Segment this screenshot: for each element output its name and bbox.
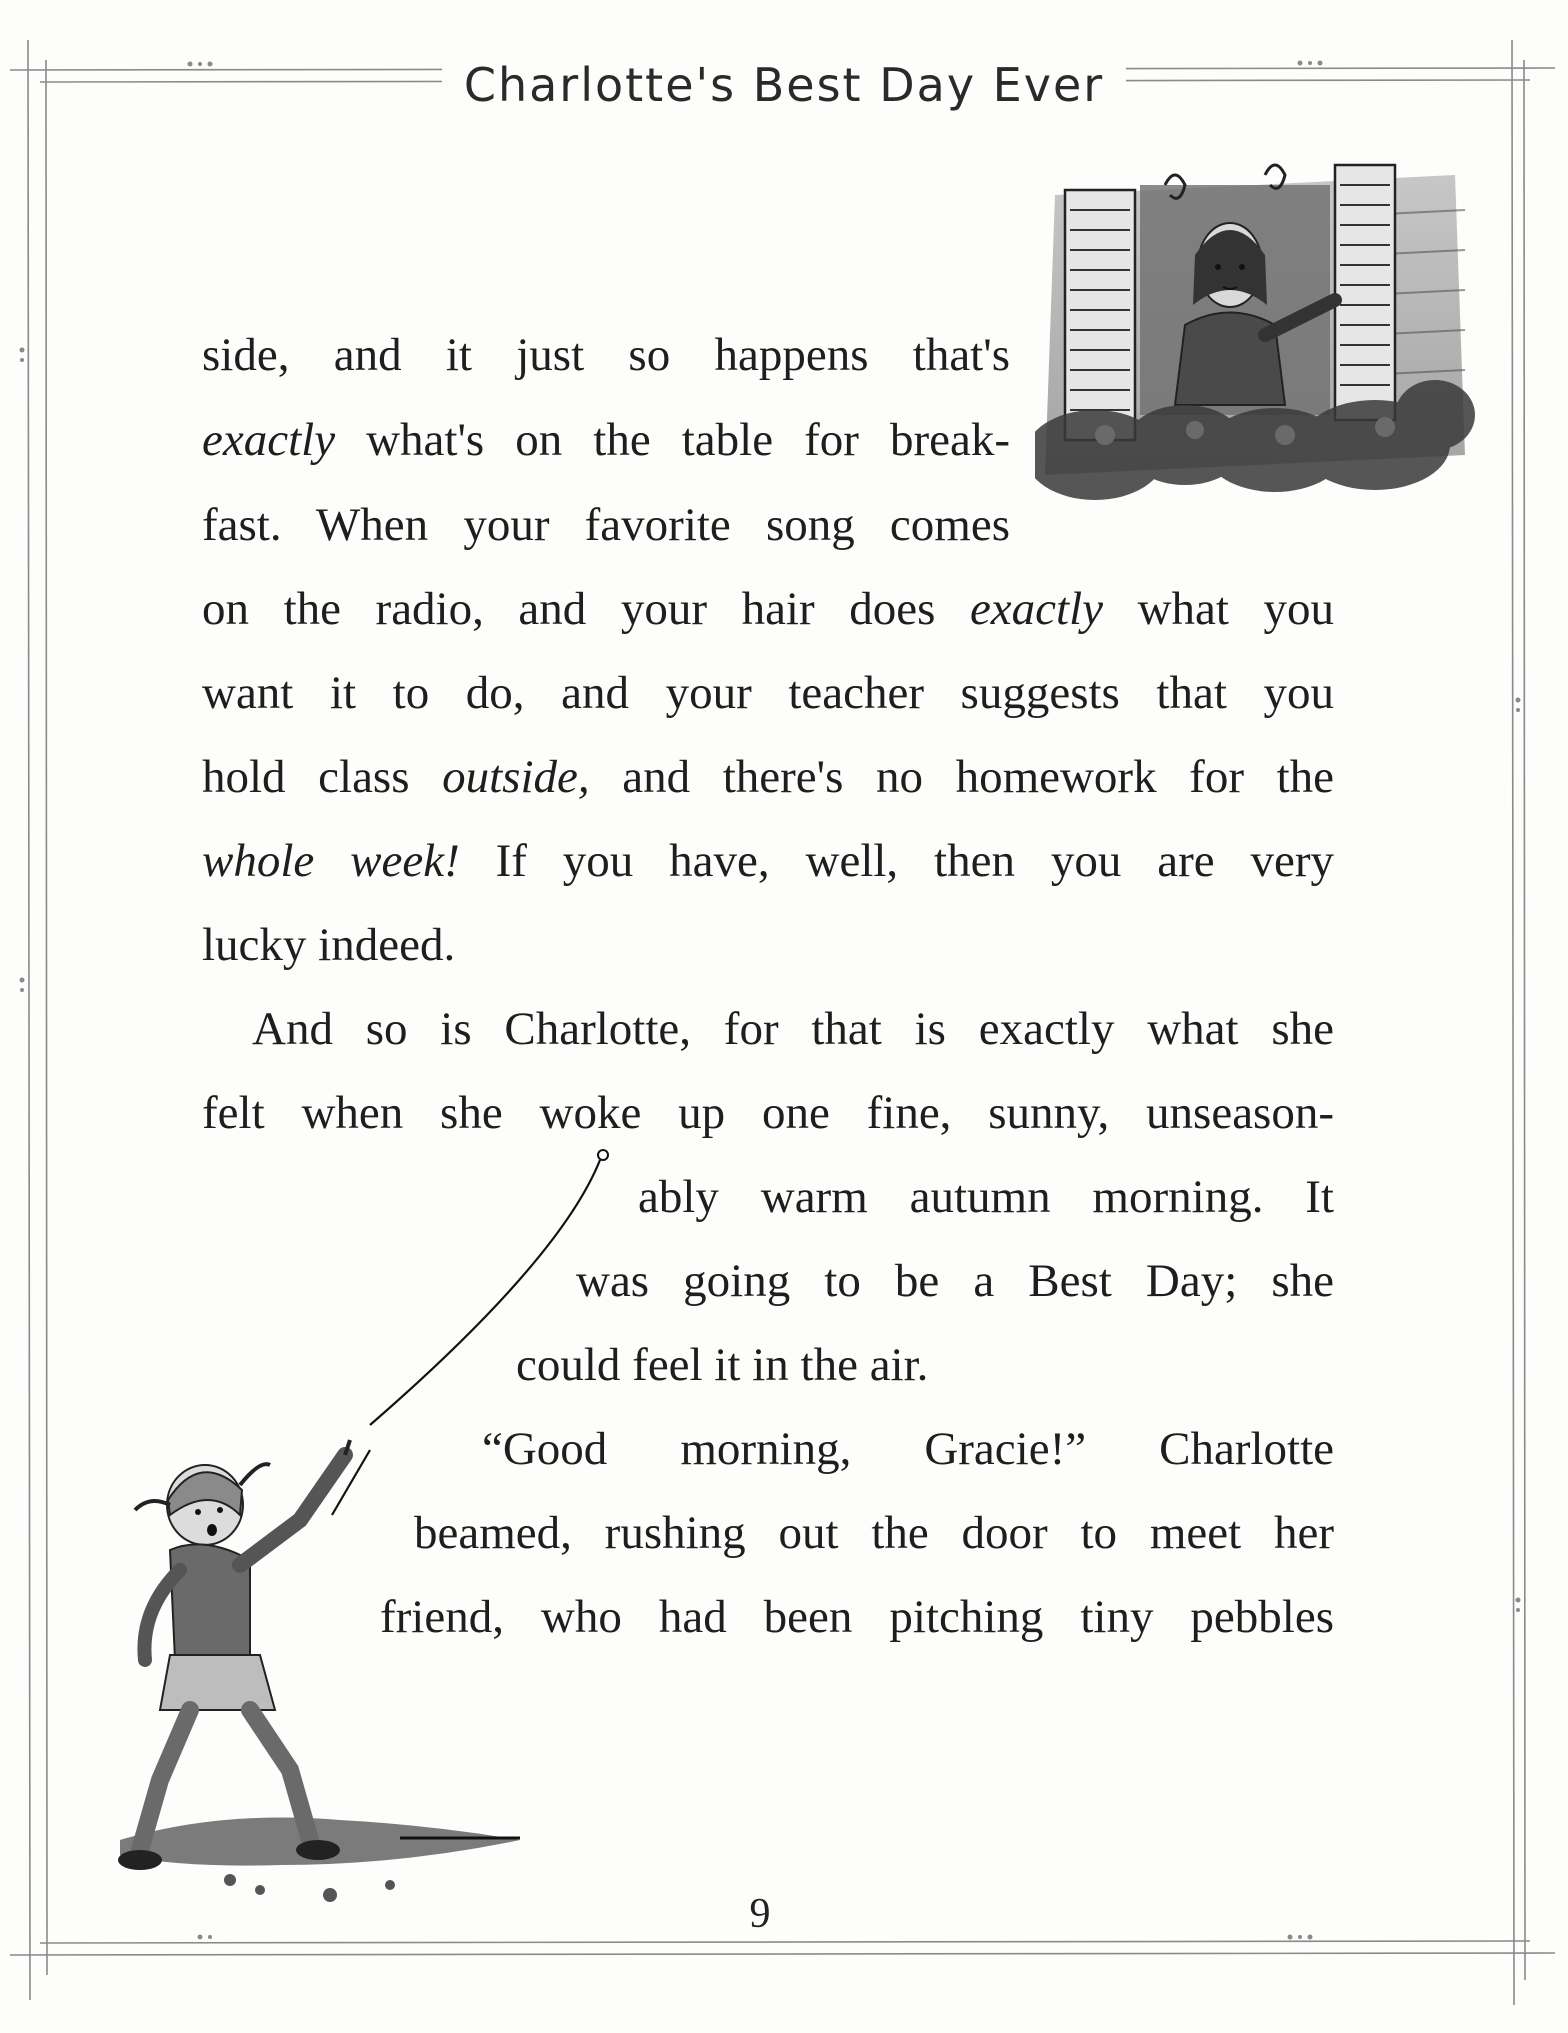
text-segment: beamed, rushing out the door to meet her: [414, 1507, 1334, 1559]
text-segment-italic: whole week!: [202, 835, 460, 887]
text-segment: want it to do, and your teacher suggests that you: [202, 667, 1334, 719]
text-segment: lucky indeed.: [202, 919, 456, 971]
text-line-7: [202, 835, 1334, 887]
text-line-14: [482, 1423, 1334, 1475]
text-line-6: [202, 751, 1334, 803]
text-line-15: [414, 1507, 1334, 1559]
text-segment: hold class: [202, 751, 443, 803]
text-segment: what's on the table for break-: [335, 414, 1010, 466]
text-segment: on the radio, and your hair does: [202, 583, 970, 635]
text-line-1: [202, 329, 1010, 381]
text-line-13: [516, 1339, 929, 1391]
text-segment: “Good morning, Gracie!” Charlotte: [482, 1423, 1334, 1475]
text-segment-italic: exactly: [202, 414, 336, 466]
text-segment-italic: exactly: [969, 583, 1103, 635]
text-line-5: [202, 667, 1334, 719]
text-line-8: [202, 919, 456, 971]
text-segment: what you: [1103, 583, 1334, 635]
text-segment: If you have, well, then you are very: [459, 835, 1334, 887]
text-segment: and there's no homework for the: [589, 751, 1334, 803]
girl-at-window-illustration: [1035, 155, 1475, 540]
text-line-12: [576, 1255, 1334, 1307]
page-number: [0, 1890, 1520, 1938]
text-segment: was going to be a Best Day; she: [576, 1255, 1334, 1307]
text-line-11: [638, 1171, 1334, 1223]
text-segment: ably warm autumn morning. It: [638, 1171, 1334, 1223]
text-segment: could feel it in the air.: [516, 1339, 929, 1391]
text-segment-italic: outside,: [442, 751, 590, 803]
text-line-3: [202, 499, 1010, 551]
page-number-text: 9: [724, 1891, 797, 1937]
text-segment: friend, who had been pitching tiny pebbles: [380, 1591, 1334, 1643]
text-line-2: [202, 414, 1010, 466]
text-segment: And so is Charlotte, for that is exactly what she: [252, 1003, 1334, 1055]
running-head: [0, 58, 1568, 112]
text-segment: fast. When your favorite song comes: [202, 499, 1010, 551]
running-head-text: Charlotte's Best Day Ever: [442, 58, 1126, 112]
text-line-10: [202, 1087, 1334, 1139]
text-segment: felt when she woke up one fine, sunny, unseason-: [202, 1087, 1334, 1139]
text-segment: side, and it just so happens that's: [202, 329, 1010, 381]
text-line-9: [252, 1003, 1334, 1055]
text-line-16: [380, 1591, 1334, 1643]
text-line-4: [202, 583, 1334, 635]
